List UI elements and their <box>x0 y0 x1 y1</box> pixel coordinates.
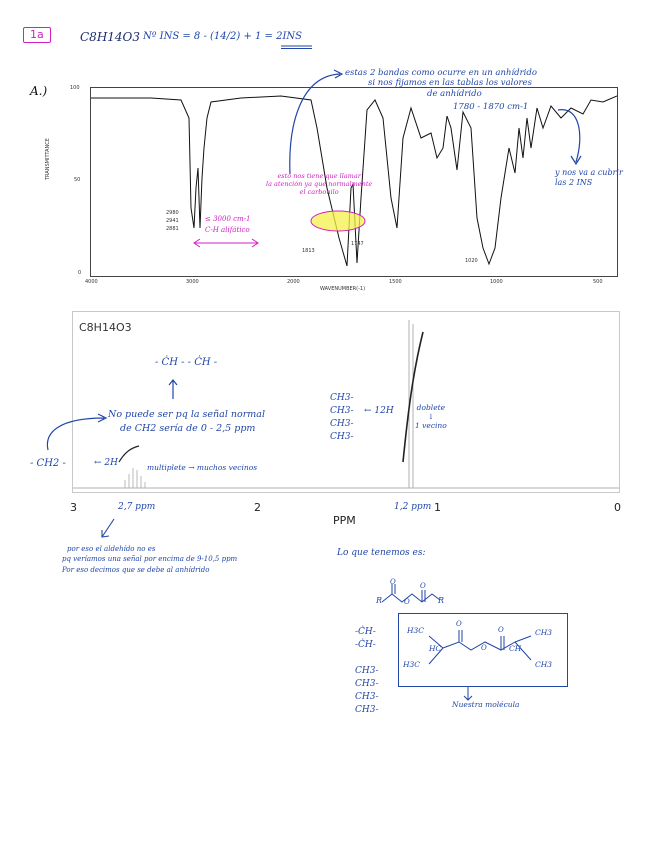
skeleton-r-right: R <box>438 596 445 605</box>
bottom-note-aldehido-3: Por eso decimos que se debe al anhídrido <box>62 566 210 574</box>
ir-note-top-3: de anhídrido <box>427 89 482 99</box>
nmr-up-arrow <box>168 378 178 400</box>
ir-note-top-1: estas 2 bandas como ocurre en un anhídrido <box>345 68 537 78</box>
ir-y-tick-50: 50 <box>74 177 81 183</box>
bottom-fragments: -ĊH- -ĊH- CH3- CH3- CH3- CH3- <box>355 627 379 715</box>
nmr-note-no-puede: No puede ser pq la señal normal <box>108 409 265 420</box>
skeleton-r-left: R <box>376 596 383 605</box>
ir-x-tick-3000: 3000 <box>186 279 199 285</box>
nmr-x-tick-1: 1 <box>434 501 441 514</box>
nmr-note-no-puede-2: de CH2 sería de 0 - 2,5 ppm <box>120 423 256 434</box>
ins-equation: Nº INS = 8 - (14/2) + 1 = 2INS <box>143 31 303 42</box>
bottom-note-aldehido-1: por eso el aldehído no es <box>67 545 156 553</box>
nmr-note-doblete: doblete ↓ 1 vecino <box>415 403 447 430</box>
ir-peak-label-1747: 1747 <box>351 241 364 247</box>
ir-y-tick-100: 100 <box>70 85 80 91</box>
ir-note-pink-ch: ≤ 3000 cm-1 C-H alifático <box>205 215 251 234</box>
part-label: A.) <box>30 84 48 98</box>
ir-x-axis-label: WAVENUMBER(-1) <box>320 286 366 292</box>
ir-x-tick-1000: 1000 <box>490 279 503 285</box>
mol-o-1: O <box>456 620 462 628</box>
problem-number: 1a <box>23 27 51 43</box>
ins-underline <box>280 44 314 50</box>
nmr-note-ch2: - CH2 - <box>30 458 66 469</box>
molecular-formula: C8H14O3 <box>80 30 141 44</box>
ir-x-tick-4000: 4000 <box>85 279 98 285</box>
nmr-note-12h: ← 12H <box>364 406 394 416</box>
nmr-note-ch-ch: - ĊH - - ĊH - <box>155 357 218 368</box>
nmr-note-2h: ← 2H <box>94 458 118 468</box>
nmr-x-tick-3: 3 <box>70 501 77 514</box>
mol-ch: CH <box>509 644 522 653</box>
ir-x-tick-2000: 2000 <box>287 279 300 285</box>
nmr-left-arrow <box>40 412 110 452</box>
molecule-caption: Nuestra molécula <box>452 700 520 709</box>
mol-h3c-a: H3C <box>407 626 425 635</box>
ir-note-top-4: 1780 - 1870 cm-1 <box>453 102 529 112</box>
ir-note-right: y nos va a cubrir las 2 INS <box>555 168 623 187</box>
nmr-note-ppm-27: 2,7 ppm <box>118 502 156 512</box>
mol-hc: HC <box>429 644 442 653</box>
mol-ch3-a: CH3 <box>535 628 553 637</box>
nmr-formula: C8H14O3 <box>79 321 132 334</box>
ir-note-pink-mid: esto nos tiene que llamar la atención ya que normalmente el carbonilo <box>266 172 373 196</box>
skeleton-o-1: O <box>390 578 396 586</box>
bottom-note-lo-que: Lo que tenemos es: <box>337 548 426 558</box>
ir-carbonyl-highlight <box>308 208 368 234</box>
ir-peak-label-1020: 1020 <box>465 258 478 264</box>
nmr-x-tick-0: 0 <box>614 501 621 514</box>
ir-note-top-2: si nos fijamos en las tablas los valores <box>368 78 532 88</box>
ir-y-axis-label: TRANSMITTANCE <box>45 138 51 180</box>
mol-o-2: O <box>481 644 487 652</box>
nmr-note-multiplete: multiplete → muchos vecinos <box>147 463 258 472</box>
ir-peak-label-ch: 2980 2941 2881 <box>166 210 179 232</box>
molecule-box <box>398 613 568 687</box>
nmr-x-tick-2: 2 <box>254 501 261 514</box>
nmr-note-ppm-12: 1,2 ppm <box>394 502 432 512</box>
mol-o-3: O <box>498 626 504 634</box>
bottom-note-aldehido-2: pq veríamos una señal por encima de 9-10,5 ppm <box>62 555 238 563</box>
mol-h3c-b: H3C <box>403 660 421 669</box>
skeleton-o-3: O <box>420 582 426 590</box>
nmr-note-ch3-stack: CH3- CH3- CH3- CH3- <box>330 393 354 442</box>
skeleton-o-2: O <box>404 598 410 606</box>
ir-ch-arrow <box>192 238 262 248</box>
bottom-arrow <box>98 517 118 541</box>
ir-y-tick-0: 0 <box>78 270 82 276</box>
ir-x-tick-500: 500 <box>593 279 603 285</box>
ir-x-tick-1500: 1500 <box>389 279 402 285</box>
ir-peak-label-1813: 1813 <box>302 248 315 254</box>
nmr-x-axis-label: PPM <box>333 514 356 527</box>
mol-ch3-b: CH3 <box>535 660 553 669</box>
